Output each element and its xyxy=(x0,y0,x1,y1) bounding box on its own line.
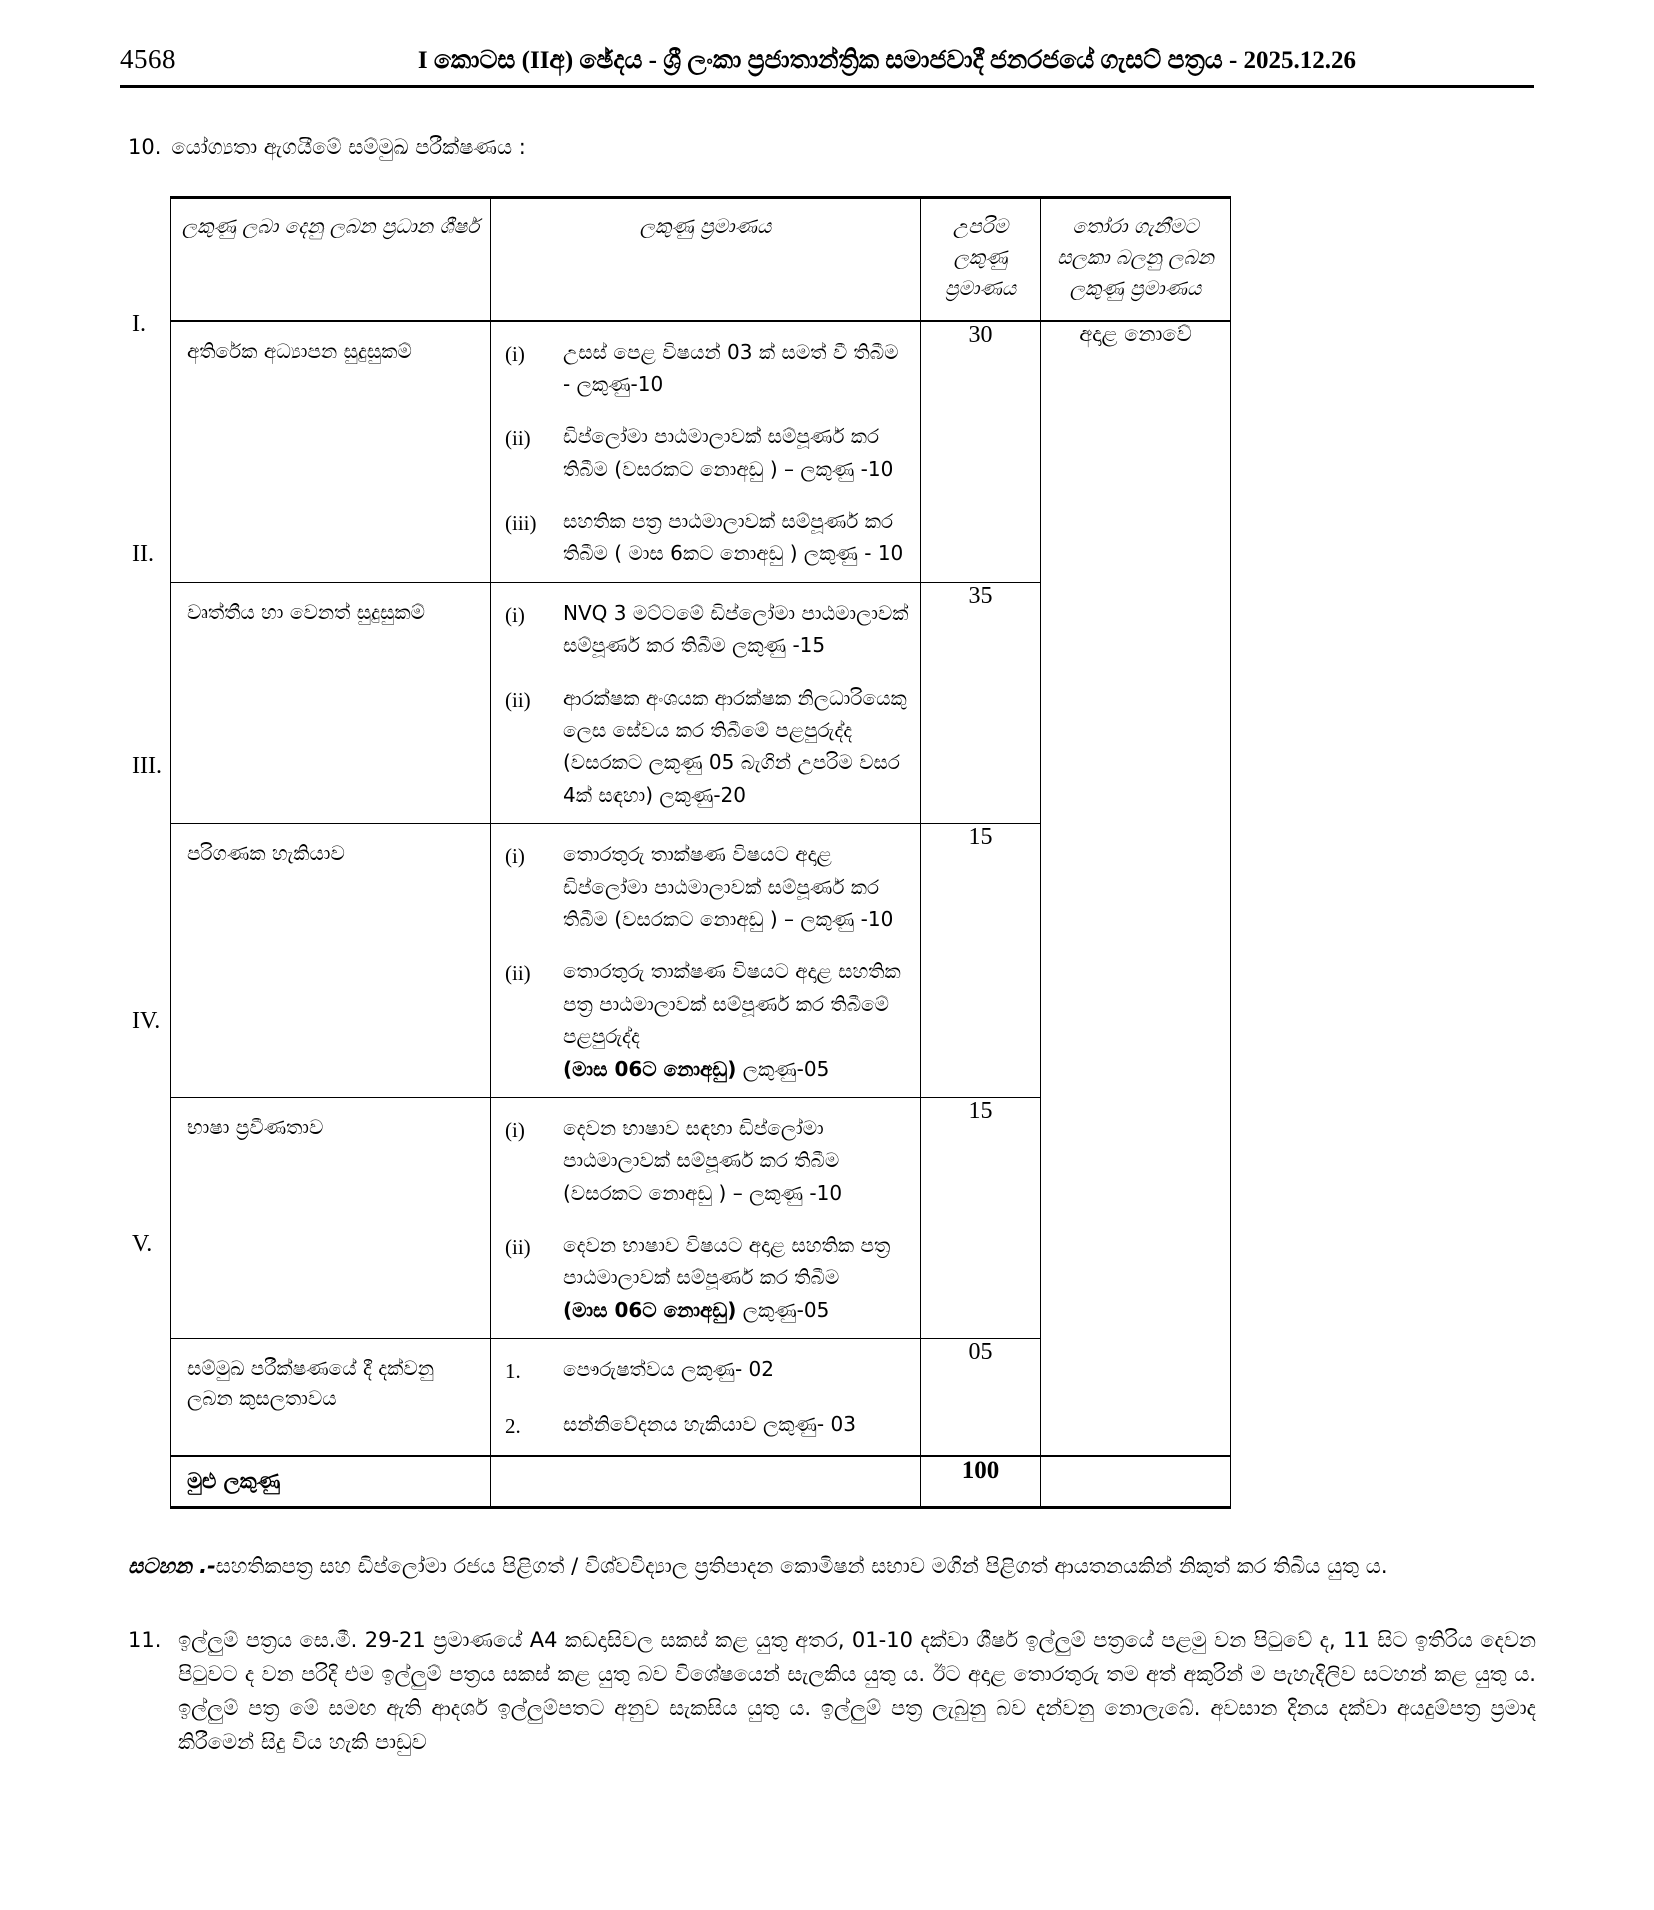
row-5-criteria-list xyxy=(491,1339,920,1455)
item-label: (i) xyxy=(505,1117,525,1142)
footnote-text: සහතිකපත්‍ර සහ ඩිප්ලෝමා රජය පිළිගත් / විශ්වවිද්‍යාල ප්‍රතිපාදන කොමිෂන් සභාව මගින් පිළිගත් ආයතනයකින් නිකුත් කර තිබිය යුතු ය. xyxy=(215,1554,1388,1579)
item-label: (i) xyxy=(505,341,525,366)
total-row xyxy=(171,1456,1231,1508)
column-header-heading-label: ලකුණු ලබා දෙනු ලබන ප්‍රධාන ශීර්ෂ xyxy=(181,213,480,238)
row-1-max-cell: 30 xyxy=(921,321,1041,583)
item-text: දෙවන භාෂාව සඳහා ඩිප්ලෝමා පාඨමාලාවක් සම්පූර්ණ කර තිබීම (වසරකට නොඅඩු ) – ලකුණු -10 xyxy=(563,1115,843,1205)
item-text-tail: ලකුණු-05 xyxy=(736,1056,830,1081)
row-2-heading: වෘත්තීය හා වෙනත් සුදුසුකම් xyxy=(187,599,425,624)
item-text: තොරතුරු තාක්ෂණ විෂයට අදාළ ඩිප්ලෝමා පාඨමාලාවක් සම්පූර්ණ කර තිබීම (වසරකට නොඅඩු ) – ලකුණු -10 xyxy=(563,842,894,931)
table-header-row xyxy=(171,197,1231,321)
item-label: (ii) xyxy=(505,961,531,986)
page-title: I කොටස (IIඅ) ඡේදය - ශ්‍රී ලංකා ප්‍රජාතාන්ත්‍රික සමාජවාදී ජනරජයේ ගැසට් පත්‍රය - 2025.12.26 xyxy=(417,47,1357,74)
footnote xyxy=(0,1549,1654,1583)
item-text xyxy=(563,955,910,1085)
row-4-heading: භාෂා ප්‍රවීණතාව xyxy=(187,1114,324,1139)
item-label: (i) xyxy=(505,844,525,869)
list-item xyxy=(505,1353,910,1388)
item-text: පෞරුෂත්වය ලකුණු- 02 xyxy=(563,1357,774,1382)
row-2-heading-cell xyxy=(171,582,491,823)
footnote-lead: සටහන .- xyxy=(128,1554,216,1579)
row-2-criteria-cell xyxy=(491,582,921,823)
column-header-max xyxy=(921,197,1041,321)
row-4-max-cell: 15 xyxy=(921,1097,1041,1338)
item-text: සන්නිවේදනය හැකියාව ලකුණු- 03 xyxy=(563,1412,856,1437)
row-roman-4: IV. xyxy=(132,1007,161,1034)
total-label-cell xyxy=(171,1456,491,1508)
row-4-criteria-list xyxy=(491,1098,920,1338)
column-header-criteria-label: ලකුණු ප්‍රමාණය xyxy=(639,213,772,238)
item-text-main: තොරතුරු තාක්ෂණ විෂයට අදාළ සහතික පත්‍ර පාඨමාලාවක් සම්පූර්ණ කර තිබීමේ පළපුරුද්ද xyxy=(563,959,901,1049)
list-item xyxy=(505,597,910,662)
list-item xyxy=(505,1112,910,1209)
row-3-max-cell: 15 xyxy=(921,824,1041,1098)
row-1-criteria-list xyxy=(491,322,920,582)
item-text-bold: (මාස 06ට නොඅඩු) xyxy=(563,1297,737,1322)
list-item xyxy=(505,420,910,485)
list-item xyxy=(505,336,910,401)
clause-11 xyxy=(0,1623,1654,1759)
item-text: NVQ 3 මට්ටමේ ඩිප්ලෝමා පාඨමාලාවක් සම්පූර්ණ කර තිබීම ලකුණු -15 xyxy=(563,600,909,658)
item-text: ආරක්ෂක අංශයක ආරක්ෂක නිලධාරියෙකු ලෙස සේවය කර තිබීමේ පළපුරුද්ද (වසරකට ලකුණු 05 බැගින් උපරිම වසර 4ක් සඳහා) ලකුණු-20 xyxy=(563,685,907,807)
column-header-cutoff xyxy=(1041,197,1231,321)
row-5-heading-cell xyxy=(171,1339,491,1457)
clause-11-number: 11. xyxy=(128,1628,162,1653)
item-label: (iii) xyxy=(505,511,537,536)
page-header xyxy=(0,0,1654,75)
row-1-criteria-cell xyxy=(491,321,921,583)
total-label: මුළු ලකුණු xyxy=(187,1469,281,1494)
list-item xyxy=(505,955,910,1085)
row-3-heading-cell xyxy=(171,824,491,1098)
row-roman-3: III. xyxy=(132,752,162,779)
item-text-main: දෙවන භාෂාව විෂයට අදාළ සහතික පත්‍ර පාඨමාලාවක් සම්පූර්ණ කර තිබීම xyxy=(563,1233,891,1290)
item-label: (ii) xyxy=(505,426,531,451)
row-5-heading: සම්මුඛ පරීක්ෂණයේ දී දක්වනු ලබන කුසලතාවය xyxy=(187,1356,434,1411)
item-text-bold: (මාස 06ට නොඅඩු) xyxy=(563,1056,737,1081)
list-item xyxy=(505,1229,910,1326)
row-2-max-cell: 35 xyxy=(921,582,1041,823)
list-item xyxy=(505,1408,910,1443)
item-label: (ii) xyxy=(505,687,531,712)
clause-11-text: ඉල්ලුම් පත්‍රය සෙ.මී. 29-21 ප්‍රමාණයේ A4 කඩදාසිවල සකස් කළ යුතු අතර, 01-10 දක්වා ශීර්ෂ ඉල්ලුම් පත්‍රයේ පළමු වන පිටුවේ ද, 11 සිට ඉතිරිය දෙවන පිටුවට ද වන පරිදි එම ඉල්ලුම් පත්‍රය සකස් කළ යුතු බව විශේෂයෙන් සැලකිය යුතු ය. ඊට අදාළ තොරතුරු තම අත් අකුරින් ම පැහැදිලිව සටහන් කළ යුතු ය. ඉල්ලුම් පත්‍ර මේ සමඟ ඇති ආදර්ශ ඉල්ලුම්පතට අනුව සැකසිය යුතු ය. ඉල්ලුම් පත්‍ර ලැබුනු බව දන්වනු නොලැබේ. අවසාන දිනය දක්වා අයදුම්පත්‍ර ප්‍රමාද කිරීමෙන් සිදු විය හැකි පාඩුව xyxy=(178,1628,1536,1755)
item-label: (ii) xyxy=(505,1235,531,1260)
list-item xyxy=(505,682,910,812)
total-blank-cell xyxy=(491,1456,921,1508)
clause-10-text: යෝග්‍යතා ඇගයීමේ සම්මුඛ පරීක්ෂණය : xyxy=(171,135,526,159)
row-roman-1: I. xyxy=(132,310,146,337)
item-label: 1. xyxy=(505,1359,521,1384)
row-3-criteria-cell xyxy=(491,824,921,1098)
item-text-tail: ලකුණු-05 xyxy=(736,1297,830,1322)
row-3-criteria-list xyxy=(491,824,920,1097)
column-header-criteria xyxy=(491,197,921,321)
clause-10-number: 10. xyxy=(128,135,162,159)
list-item xyxy=(505,505,910,570)
item-text: උසස් පෙළ විෂයන් 03 ක් සමත් වී තිබීම - ලකුණු-10 xyxy=(563,339,899,396)
row-2-criteria-list xyxy=(491,583,920,823)
marks-table-body xyxy=(171,321,1231,1508)
row-1-heading: අතිරේක අධ්‍යාපන සුදුසුකම් xyxy=(187,338,412,363)
item-text xyxy=(563,1229,910,1326)
marks-table-head xyxy=(171,197,1231,321)
clause-10 xyxy=(0,132,1654,164)
item-label: 2. xyxy=(505,1414,521,1439)
row-5-criteria-cell xyxy=(491,1339,921,1457)
row-5-max-cell: 05 xyxy=(921,1339,1041,1457)
marks-table-wrapper xyxy=(0,196,1654,1510)
column-header-max-label: උපරිම ලකුණු ප්‍රමාණය xyxy=(944,213,1017,300)
item-text: සහතික පත්‍ර පාඨමාලාවක් සම්පූර්ණ කර තිබීම ( මාස 6කට නොඅඩු ) ලකුණු - 10 xyxy=(563,509,904,566)
column-header-cutoff-label: තෝරා ගැනීමට සලකා බලනු ලබන ලකුණු ප්‍රමාණය xyxy=(1057,213,1214,300)
row-roman-5: V. xyxy=(132,1230,153,1257)
list-item xyxy=(505,838,910,935)
cutoff-cell: අදාළ නොවේ xyxy=(1041,321,1231,1457)
item-label: (i) xyxy=(505,602,525,627)
row-4-criteria-cell xyxy=(491,1097,921,1338)
column-header-heading xyxy=(171,197,491,321)
item-text: ඩිප්ලෝමා පාඨමාලාවක් සම්පූර්ණ කර තිබීම (වසරකට නොඅඩු ) – ලකුණු -10 xyxy=(563,424,894,481)
total-value: 100 xyxy=(921,1456,1041,1508)
row-4-heading-cell xyxy=(171,1097,491,1338)
row-roman-2: II. xyxy=(132,540,154,567)
header-divider xyxy=(120,85,1534,88)
total-cutoff-cell xyxy=(1041,1456,1231,1508)
folio-number: 4568 xyxy=(120,44,176,74)
row-1-heading-cell xyxy=(171,321,491,583)
row-3-heading: පරිගණක හැකියාව xyxy=(187,841,345,866)
marks-table xyxy=(170,196,1231,1510)
table-row xyxy=(171,321,1231,583)
